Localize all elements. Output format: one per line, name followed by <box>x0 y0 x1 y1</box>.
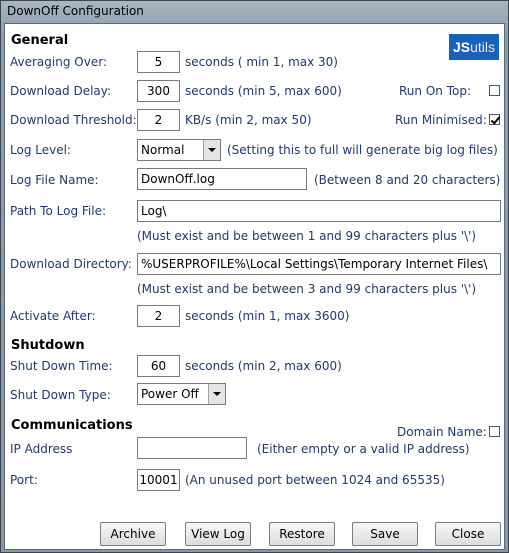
chevron-down-icon[interactable] <box>208 384 225 404</box>
run-minimised-label: Run Minimised: <box>395 113 487 127</box>
activate-after-hint: seconds (min 1, max 3600) <box>185 309 350 323</box>
general-heading: General <box>11 33 69 48</box>
log-level-label: Log Level: <box>10 143 71 157</box>
shut-down-type-label: Shut Down Type: <box>10 388 111 402</box>
config-panel <box>4 23 505 550</box>
communications-heading: Communications <box>11 418 133 433</box>
title-bar[interactable] <box>1 1 508 23</box>
port-input[interactable]: 10001 <box>137 469 180 491</box>
run-on-top-label: Run On Top: <box>399 84 471 98</box>
log-file-name-label: Log File Name: <box>10 173 99 187</box>
download-threshold-hint: KB/s (min 2, max 50) <box>185 113 312 127</box>
ip-address-label: IP Address <box>10 442 73 456</box>
ip-address-input[interactable] <box>137 437 247 459</box>
save-button[interactable]: Save <box>352 522 418 546</box>
archive-button[interactable]: Archive <box>100 522 166 546</box>
activate-after-input[interactable]: 2 <box>137 305 180 327</box>
download-delay-label: Download Delay: <box>10 84 112 98</box>
port-label: Port: <box>10 473 38 487</box>
ip-address-hint: (Either empty or a valid IP address) <box>257 442 470 456</box>
download-directory-input[interactable]: %USERPROFILE%\Local Settings\Temporary Internet Files\ <box>137 253 501 275</box>
shut-down-time-label: Shut Down Time: <box>10 359 113 373</box>
download-threshold-label: Download Threshold: <box>10 113 137 127</box>
averaging-over-label: Averaging Over: <box>10 55 107 69</box>
close-button[interactable]: Close <box>435 522 501 546</box>
shut-down-type-value: Power Off <box>141 387 199 401</box>
jsutils-logo: JSutils <box>449 34 499 60</box>
restore-button[interactable]: Restore <box>269 522 335 546</box>
domain-name-checkbox[interactable] <box>489 426 500 437</box>
path-to-log-file-input[interactable]: Log\ <box>137 200 501 222</box>
domain-name-label: Domain Name: <box>397 425 487 439</box>
activate-after-label: Activate After: <box>10 309 96 323</box>
path-to-log-file-label: Path To Log File: <box>10 204 106 218</box>
window-title: DownOff Configuration <box>7 4 144 18</box>
run-minimised-checkbox[interactable] <box>489 114 500 125</box>
averaging-over-input[interactable]: 5 <box>137 51 180 73</box>
download-directory-hint: (Must exist and be between 3 and 99 characters plus '\') <box>137 282 477 296</box>
view-log-button[interactable]: View Log <box>185 522 251 546</box>
download-directory-label: Download Directory: <box>10 257 132 271</box>
shutdown-heading: Shutdown <box>11 338 85 353</box>
download-delay-input[interactable]: 300 <box>137 80 180 102</box>
averaging-over-hint: seconds ( min 1, max 30) <box>185 55 338 69</box>
shut-down-time-hint: seconds (min 2, max 600) <box>185 359 342 373</box>
log-file-name-hint: (Between 8 and 20 characters) <box>314 173 501 187</box>
chevron-down-icon[interactable] <box>203 140 220 160</box>
run-on-top-checkbox[interactable] <box>489 85 500 96</box>
log-level-select[interactable] <box>137 139 221 161</box>
log-level-value: Normal <box>141 143 185 157</box>
download-delay-hint: seconds (min 5, max 600) <box>185 84 342 98</box>
download-threshold-input[interactable]: 2 <box>137 109 180 131</box>
shut-down-time-input[interactable]: 60 <box>137 355 180 377</box>
log-file-name-input[interactable]: DownOff.log <box>137 168 307 190</box>
shut-down-type-select[interactable] <box>137 383 226 405</box>
port-hint: (An unused port between 1024 and 65535) <box>185 473 445 487</box>
log-level-hint: (Setting this to full will generate big log files) <box>227 143 498 157</box>
path-to-log-file-hint: (Must exist and be between 1 and 99 characters plus '\') <box>137 229 477 243</box>
